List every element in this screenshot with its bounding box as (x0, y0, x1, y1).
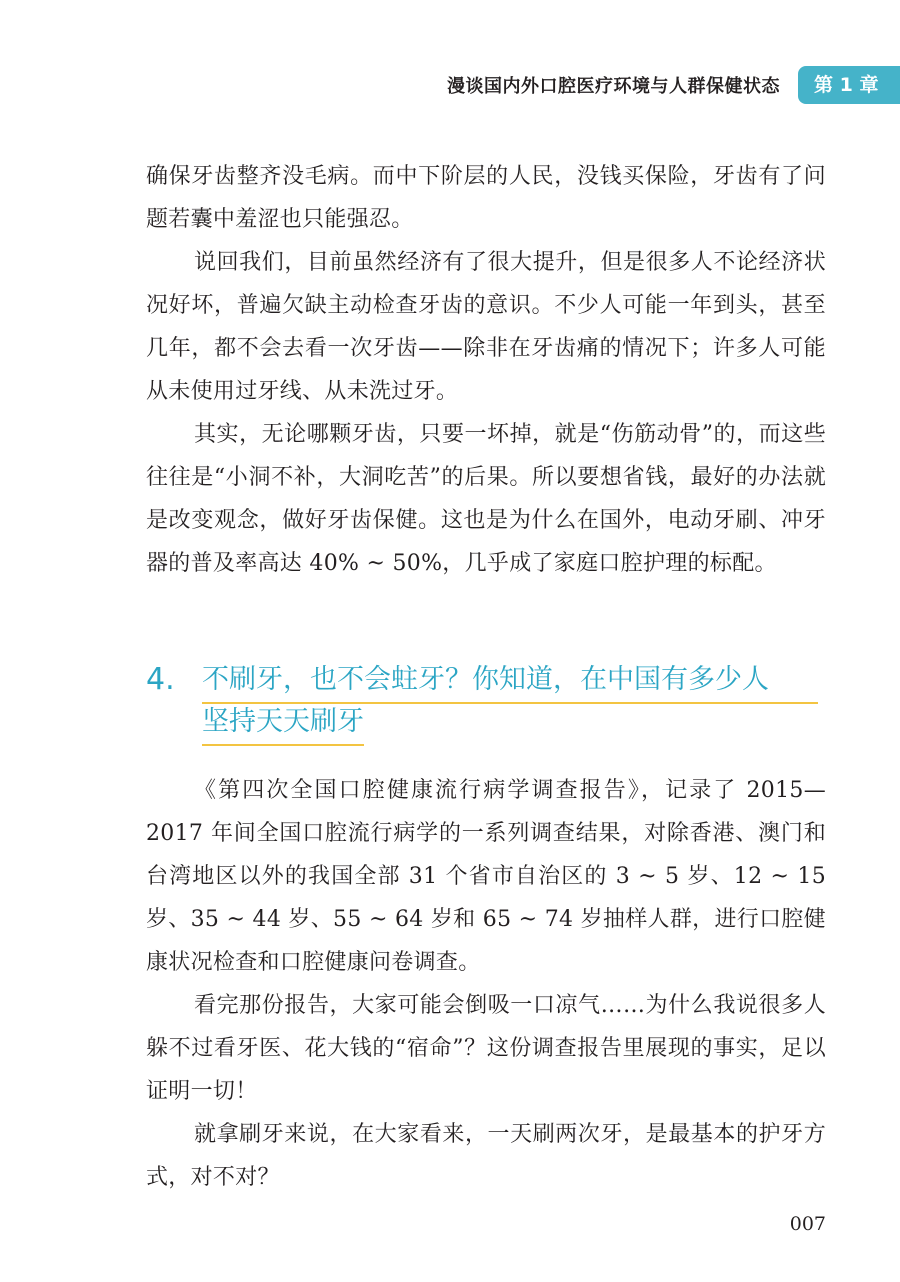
section-number: 4. (146, 662, 175, 697)
chapter-tab: 第 1 章 (798, 66, 900, 104)
running-header (447, 66, 900, 104)
paragraph-survey-report: 《第四次全国口腔健康流行病学调查报告》，记录了 2015—2017 年间全国口腔流行病学的一系列调查结果，对除香港、澳门和台湾地区以外的我国全部 31 个省市自治区的 3 ~ 5 岁、12 ~ 15 岁、35 ~ 44 岁、55 ~ 64 岁和 65 ~ 74 岁抽样人群，进行口腔健康状况检查和口腔健康问卷调查。 (146, 778, 826, 975)
paragraph-awareness: 说回我们，目前虽然经济有了很大提升，但是很多人不论经济状况好坏，普遍欠缺主动检查牙齿的意识。不少人可能一年到头，甚至几年，都不会去看一次牙齿——除非在牙齿痛的情况下；许多人可能从未使用过牙线、从未洗过牙。 (146, 250, 826, 404)
paragraph-continuation: 确保牙齿整齐没毛病。而中下阶层的人民，没钱买保险，牙齿有了问题若囊中羞涩也只能强忍。 (146, 164, 826, 232)
page-number: 007 (789, 1213, 826, 1235)
section-title-line1: 不刷牙，也不会蛀牙？你知道，在中国有多少人 (202, 660, 818, 704)
running-title: 漫谈国内外口腔医疗环境与人群保健状态 (447, 76, 780, 97)
paragraph-prevention: 其实，无论哪颗牙齿，只要一坏掉，就是“伤筋动骨”的，而这些往往是“小洞不补，大洞吃苦”的后果。所以要想省钱，最好的办法就是改变观念，做好牙齿保健。这也是为什么在国外，电动牙刷、冲牙器的普及率高达 40% ~ 50%，几乎成了家庭口腔护理的标配。 (146, 422, 826, 576)
paragraph-report-reaction: 看完那份报告，大家可能会倒吸一口凉气……为什么我说很多人躲不过看牙医、花大钱的“宿命”？这份调查报告里展现的事实，足以证明一切！ (146, 993, 826, 1104)
section-title-line2: 坚持天天刷牙 (202, 702, 364, 746)
paragraph-brushing: 就拿刷牙来说，在大家看来，一天刷两次牙，是最基本的护牙方式，对不对？ (146, 1122, 826, 1190)
